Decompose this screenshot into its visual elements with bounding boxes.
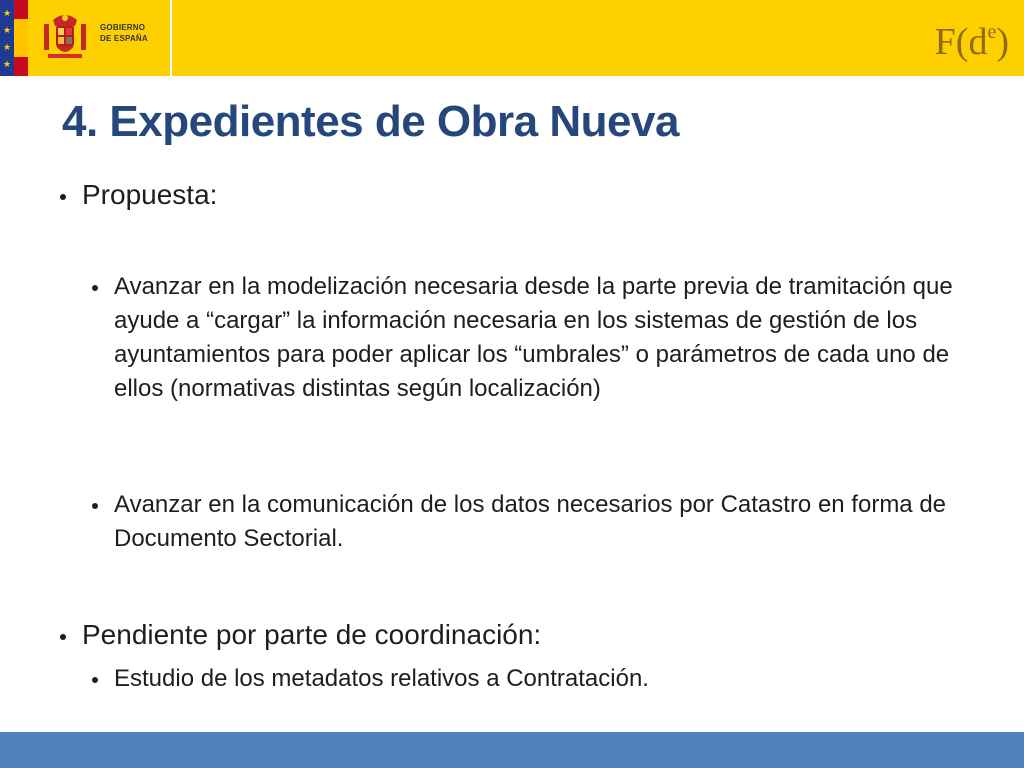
fde-logo-superscript: e xyxy=(987,21,997,43)
star-icon: ★ xyxy=(2,42,12,52)
bullet-dot-icon xyxy=(60,634,66,640)
bullet-comunicacion xyxy=(92,488,992,556)
bullet-text: Pendiente por parte de coordinación: xyxy=(82,619,542,650)
logo-divider xyxy=(170,0,172,76)
eu-flag-strip xyxy=(0,0,14,76)
slide-title: 4. Expedientes de Obra Nueva xyxy=(62,97,679,146)
bullet-dot-icon xyxy=(92,285,98,291)
bullet-text: Estudio de los metadatos relativos a Contratación. xyxy=(114,665,649,692)
bullet-text: Avanzar en la comunicación de los datos necesarios por Catastro en forma de Documento Sectorial. xyxy=(114,491,947,552)
bullet-propuesta xyxy=(60,178,218,212)
star-icon: ★ xyxy=(2,59,12,69)
star-icon: ★ xyxy=(2,25,12,35)
fde-logo xyxy=(935,8,1009,66)
star-icon: ★ xyxy=(2,8,12,18)
bullet-pendiente xyxy=(60,618,542,652)
bullet-dot-icon xyxy=(92,503,98,509)
bullet-text: Propuesta: xyxy=(82,179,218,210)
fde-logo-main: F(d xyxy=(934,21,988,63)
spanish-flag-strip xyxy=(14,0,28,76)
bullet-metadatos xyxy=(92,662,992,696)
coat-of-arms-icon xyxy=(40,10,90,66)
footer-band xyxy=(0,732,1024,768)
bullet-dot-icon xyxy=(60,194,66,200)
fde-logo-close: ) xyxy=(996,21,1009,63)
government-line-1: GOBIERNO xyxy=(100,23,146,32)
bullet-text: Avanzar en la modelización necesaria desde la parte previa de tramitación que ayude a “cargar” la información necesaria en los sistemas de gestión de los ayuntamientos para poder aplicar los “umbrales” o parámetros de cada uno de ellos (normativas distintas según localización) xyxy=(114,273,953,402)
bullet-dot-icon xyxy=(92,677,98,683)
bullet-modelizacion xyxy=(92,270,992,406)
government-logo xyxy=(28,0,170,76)
government-text xyxy=(100,22,166,44)
government-line-2: DE ESPAÑA xyxy=(100,34,148,43)
